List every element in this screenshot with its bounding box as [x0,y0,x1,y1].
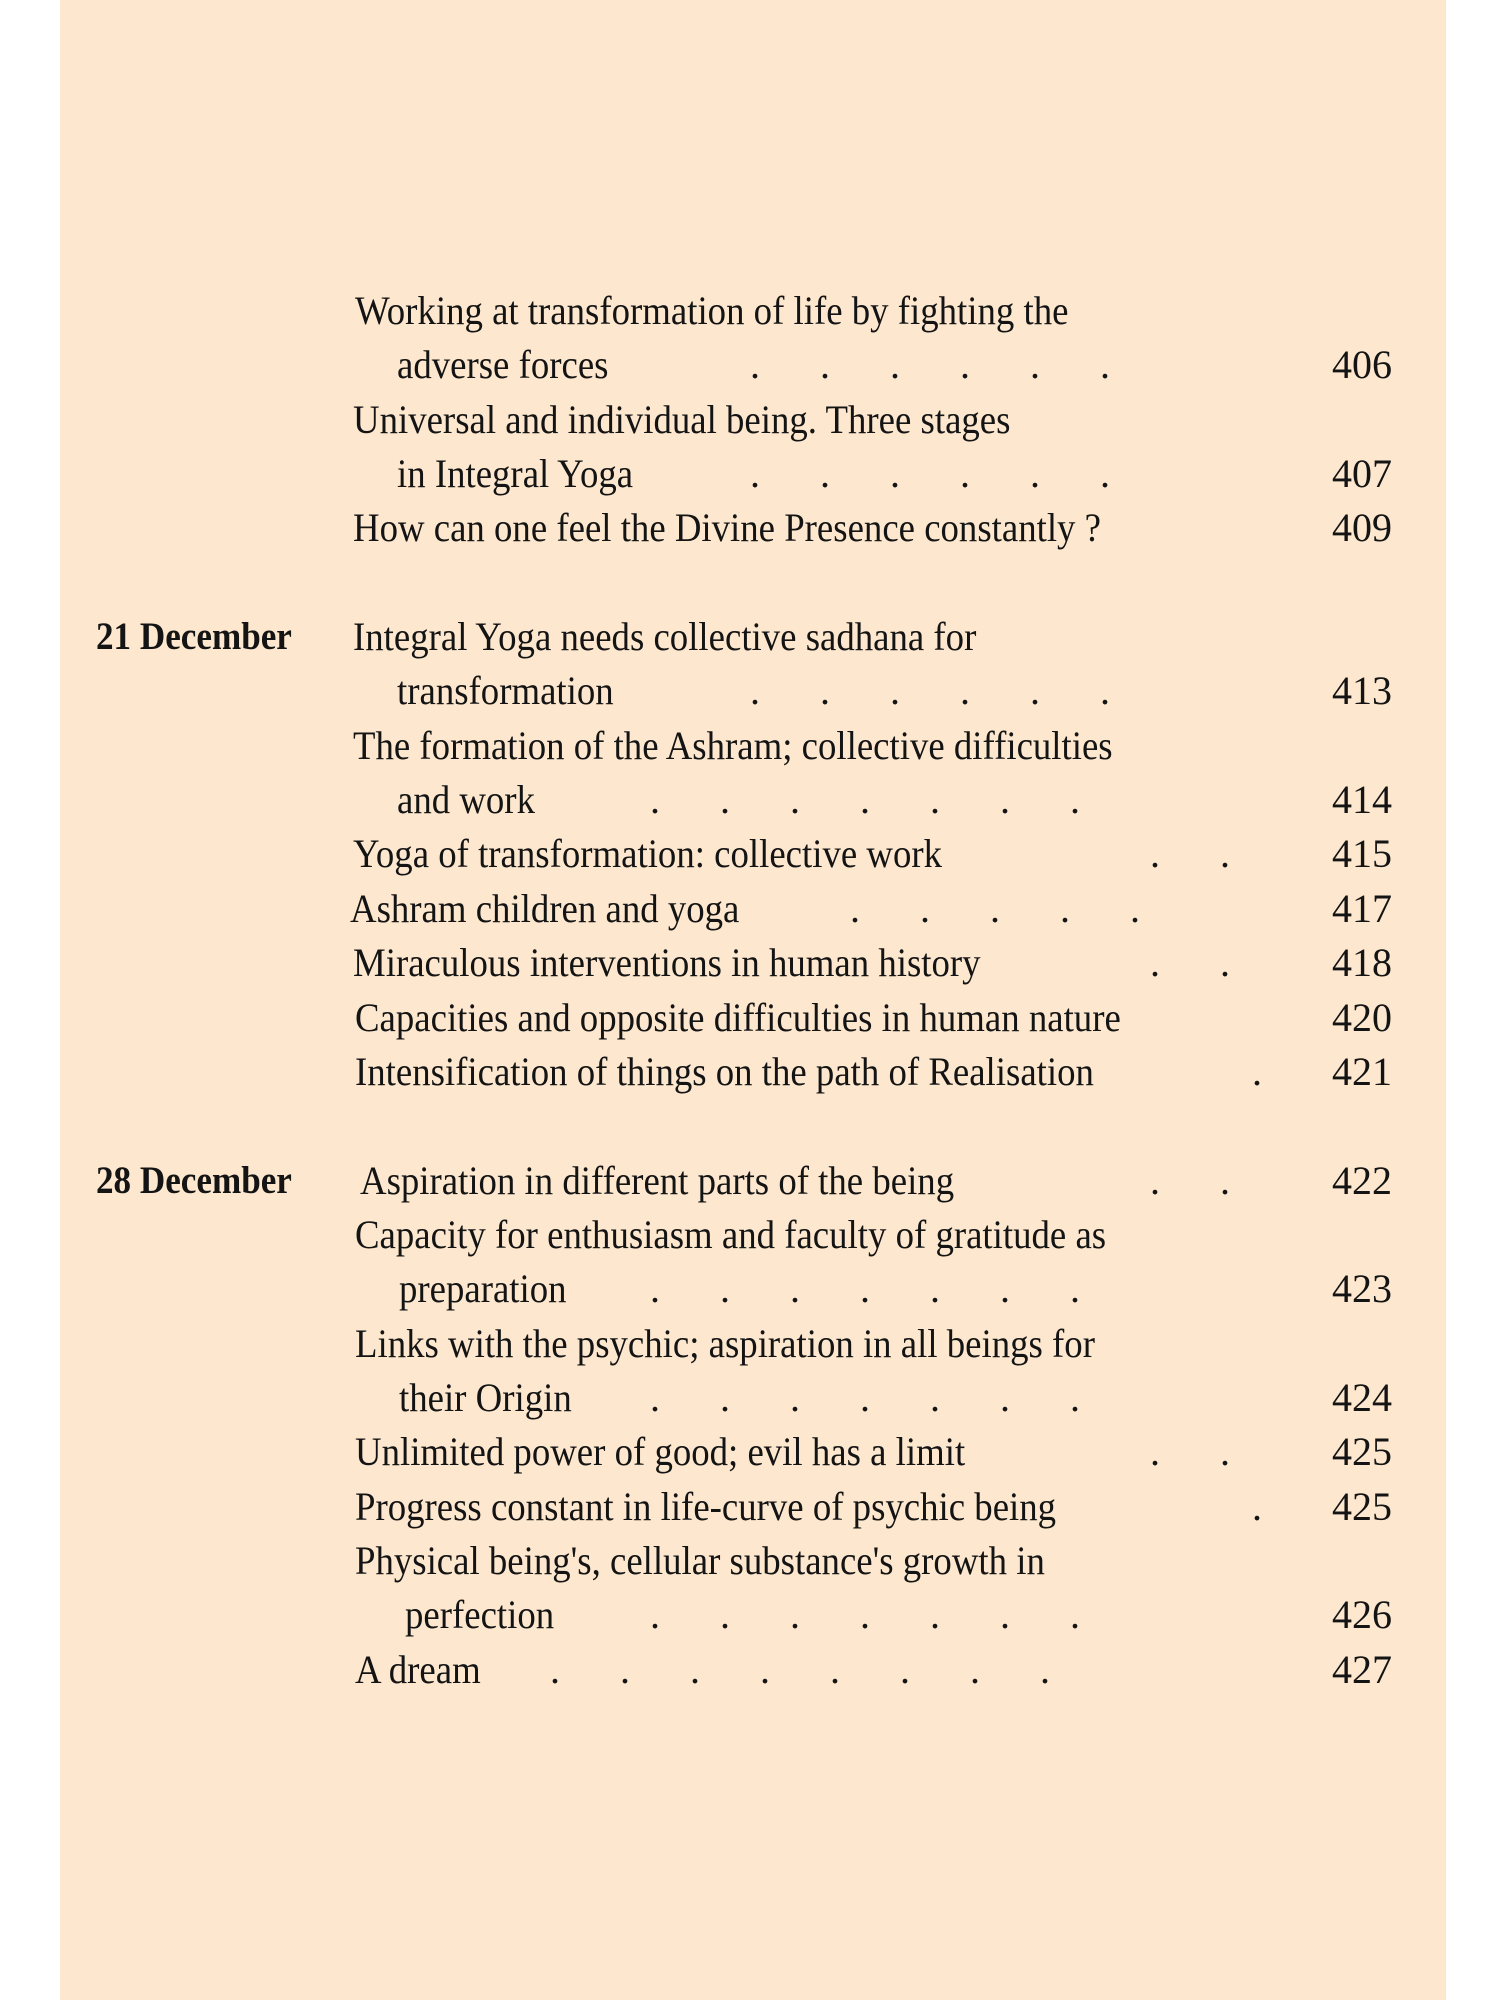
toc-entry-line: in Integral Yoga [397,451,634,496]
page-number: 407 [1332,451,1392,496]
toc-entry-line: Physical being's, cellular substance's growth in [355,1538,1045,1583]
page-number: 422 [1332,1158,1392,1203]
leader-dots: . . . . . . . [650,777,1080,822]
toc-entry-line: perfection [405,1592,555,1637]
toc-entry-line: Capacity for enthusiasm and faculty of gratitude as [355,1212,1107,1257]
leader-dots: . [1252,1049,1262,1094]
page-number: 427 [1332,1647,1392,1692]
leader-dots: . . . . . . [750,668,1110,713]
toc-entry-line: Working at transformation of life by fighting the [355,288,1069,333]
toc-entry-line: The formation of the Ashram; collective difficulties [353,723,1113,768]
section-date: 28 December [96,1159,292,1202]
page-number: 417 [1332,886,1392,931]
page-number: 425 [1332,1484,1392,1529]
page-number: 423 [1332,1266,1392,1311]
toc-entry-line: Unlimited power of good; evil has a limit [355,1429,966,1474]
toc-entry-line: Capacities and opposite difficulties in human nature [355,995,1121,1040]
leader-dots: . [1252,1484,1262,1529]
page-number: 421 [1332,1049,1392,1094]
toc-entry-line: Progress constant in life-curve of psychic being [355,1484,1057,1529]
toc-entry-line: preparation [399,1266,567,1311]
toc-entry-line: adverse forces [397,342,609,387]
page-number: 418 [1332,940,1392,985]
toc-entry-line: transformation [397,668,614,713]
toc-entry-line: How can one feel the Divine Presence constantly ? [353,505,1101,550]
leader-dots: . . . . . . . . [550,1647,1050,1692]
page-number: 414 [1332,777,1392,822]
leader-dots: . . [1150,831,1230,876]
page-number: 409 [1332,505,1392,550]
page-number: 413 [1332,668,1392,713]
leader-dots: . . . . . . . [650,1592,1080,1637]
toc-entry-line: Intensification of things on the path of Realisation [355,1049,1094,1094]
leader-dots: . . [1150,1429,1230,1474]
page-number: 406 [1332,342,1392,387]
page-number: 424 [1332,1375,1392,1420]
toc-entry-line: Miraculous interventions in human history [353,940,981,985]
toc-entry-line: A dream [355,1647,481,1692]
page-number: 420 [1332,995,1392,1040]
leader-dots: . . [1150,940,1230,985]
page-number: 426 [1332,1592,1392,1637]
page-number: 415 [1332,831,1392,876]
page-number: 425 [1332,1429,1392,1474]
section-date: 21 December [96,615,292,658]
toc-entry-line: their Origin [399,1375,572,1420]
toc-entry-line: Links with the psychic; aspiration in all beings for [355,1321,1095,1366]
table-of-contents [60,0,1446,2000]
leader-dots: . . . . . [850,886,1140,931]
toc-entry-line: Aspiration in different parts of the being [360,1158,955,1203]
toc-entry-line: Integral Yoga needs collective sadhana for [353,614,977,659]
toc-entry-line: Yoga of transformation: collective work [353,831,943,876]
leader-dots: . . [1150,1158,1230,1203]
book-page [60,0,1446,2000]
toc-entry-line: and work [397,777,535,822]
leader-dots: . . . . . . . [650,1375,1080,1420]
leader-dots: . . . . . . [750,451,1110,496]
toc-entry-line: Ashram children and yoga [350,886,740,931]
leader-dots: . . . . . . . [650,1266,1080,1311]
leader-dots: . . . . . . [750,342,1110,387]
toc-entry-line: Universal and individual being. Three stages [353,397,1011,442]
